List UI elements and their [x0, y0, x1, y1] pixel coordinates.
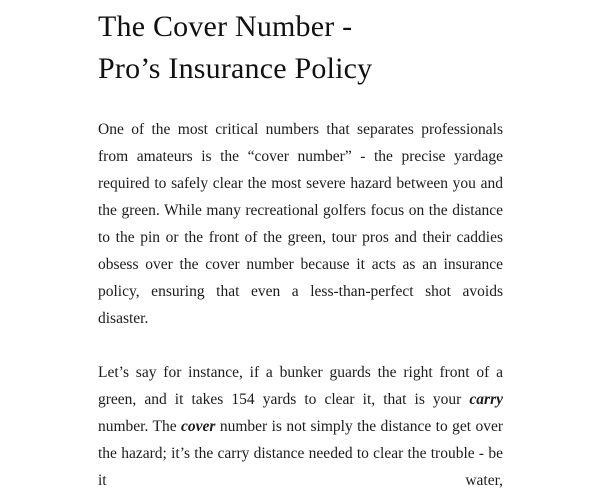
page-title-line-1: The Cover Number - [98, 10, 353, 43]
page-title [98, 6, 503, 90]
page-title-line-2: Pro’s Insurance Policy [98, 52, 373, 85]
paragraph-cover-number-intro: One of the most critical numbers that separates professionals from amateurs is the “cover number” - the precise yardage required to safely clear the most severe hazard between you and the green. While many recreational golfers focus on the distance to the pin or the front of the green, tour pros and their caddies obsess over the cover number because it acts as an insurance policy, ensuring that even a less-than-perfect shot avoids disaster. [98, 121, 503, 327]
paragraph-carry-vs-cover: Let’s say for instance, if a bunker guards the right front of a green, and it takes 154 yards to clear it, that is your carry number. The cover number is not simply the distance to get over the hazard; it’s the carry distance needed to clear the trouble - be it water, [98, 364, 503, 489]
